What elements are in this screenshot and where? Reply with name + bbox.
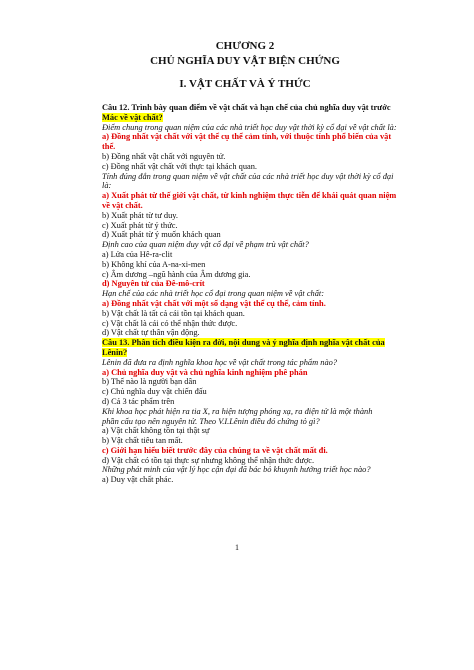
answer-option: b) Thế nào là người bạn dân [102, 377, 197, 387]
text-line: phần cấu tạo nên nguyên tử. Theo V.I.Lênin điều đó chứng tỏ gì? [102, 416, 320, 426]
text-line: Hạn chế của các nhà triết học cổ đại trong quan niệm về vật chất: [102, 289, 325, 299]
question-13-highlight-2: Lênin? [102, 347, 128, 357]
section-heading: I. VẬT CHẤT VÀ Ý THỨC [179, 78, 311, 90]
text-line: Khi khoa học phát hiện ra tia X, ra hiện tượng phóng xạ, ra điện tử là một thành [102, 406, 373, 416]
question-12-line-2 [102, 113, 388, 123]
answer-option: d) Xuất phát từ ý muốn khách quan [102, 230, 221, 240]
answer-option: c) Chủ nghĩa duy vật chiến đấu [102, 387, 207, 397]
answer-option: d) Vật chất có tồn tại thực sự nhưng không thể nhận thức được. [102, 455, 315, 465]
text-line: Tính đúng đắn trong quan niệm về vật chất của các nhà triết học duy vật thời kỳ cổ đại [102, 171, 394, 181]
text-line: là: [102, 181, 112, 191]
answer-option: c) Xuất phát từ ý thức. [102, 220, 178, 230]
answer-correct: a) Đồng nhất vật chất với một số dạng vật thể cụ thể, cảm tính. [102, 298, 326, 308]
answer-correct: thể. [102, 142, 116, 152]
answer-correct: c) Giới hạn hiểu biết trước đây của chúng ta về vật chất mất đi. [102, 445, 328, 455]
text-line: Lênin đã đưa ra định nghĩa khoa học về vật chất trong tác phẩm nào? [102, 357, 338, 367]
question-12-line-1: Câu 12. Trình bày quan điểm về vật chất và hạn chế của chủ nghĩa duy vật trước [102, 103, 391, 112]
answer-option: b) Xuất phát từ tư duy. [102, 210, 178, 220]
answer-option: a) Lửa của Hê-ra-clit [102, 249, 173, 259]
question-13-line-2 [102, 348, 388, 358]
answer-option: c) Âm dương –ngũ hành của Âm dương gia. [102, 269, 251, 279]
answer-option: a) Duy vật chất phác. [102, 475, 174, 485]
page-number: 1 [235, 543, 239, 552]
text-line: Định cao của quan niệm duy vật cổ đại về phạm trù vật chất? [102, 240, 309, 250]
answer-option: b) Đồng nhất vật chất với nguyên tử. [102, 151, 226, 161]
question-12-highlight: Mác về vật chất? [102, 112, 163, 122]
chapter-title: CHỦ NGHĨA DUY VẬT BIỆN CHỨNG [150, 55, 340, 67]
question-13-line-1 [102, 338, 388, 348]
chapter-heading: CHƯƠNG 2 [215, 40, 275, 52]
answer-correct: a) Chủ nghĩa duy vật và chủ nghĩa kinh nghiệm phê phán [102, 367, 308, 377]
text-line: Điểm chung trong quan niệm của các nhà triết học duy vật thời kỳ cổ đại về vật chất là: [102, 122, 397, 132]
answer-option: b) Không khí của A-na-xi-men [102, 259, 206, 269]
answer-option: a) Vật chất không tồn tại thật sự [102, 426, 210, 436]
text-line: Những phát minh của vật lý học cận đại đã bác bỏ khuynh hướng triết học nào? [102, 465, 371, 475]
answer-option: d) Vật chất tự thân vận động. [102, 328, 200, 338]
answer-correct: a) Xuất phát từ thế giới vật chất, từ kinh nghiệm thực tiễn để khái quát quan niệm [102, 191, 397, 201]
answer-correct: d) Nguyên tử của Đê-mô-crít [102, 279, 205, 289]
answer-option: d) Cả 3 tác phẩm trên [102, 396, 175, 406]
answer-option: b) Vật chất là tất cả cái tồn tại khách quan. [102, 308, 245, 318]
answer-correct: về vật chất. [102, 200, 143, 210]
question-13-highlight-1: Câu 13. Phân tích điều kiện ra đời, nội dung và ý nghĩa định nghĩa vật chất của [102, 338, 385, 348]
page-content [102, 40, 397, 485]
answer-option: c) Đồng nhất vật chất với thực tại khách quan. [102, 161, 258, 171]
answer-correct: a) Đồng nhất vật chất với vật thể cụ thể cảm tính, với thuộc tính phổ biến của vật [102, 132, 392, 142]
answer-option: c) Vật chất là cái có thể nhận thức được. [102, 318, 238, 328]
answer-option: b) Vật chất tiêu tan mất. [102, 436, 183, 446]
